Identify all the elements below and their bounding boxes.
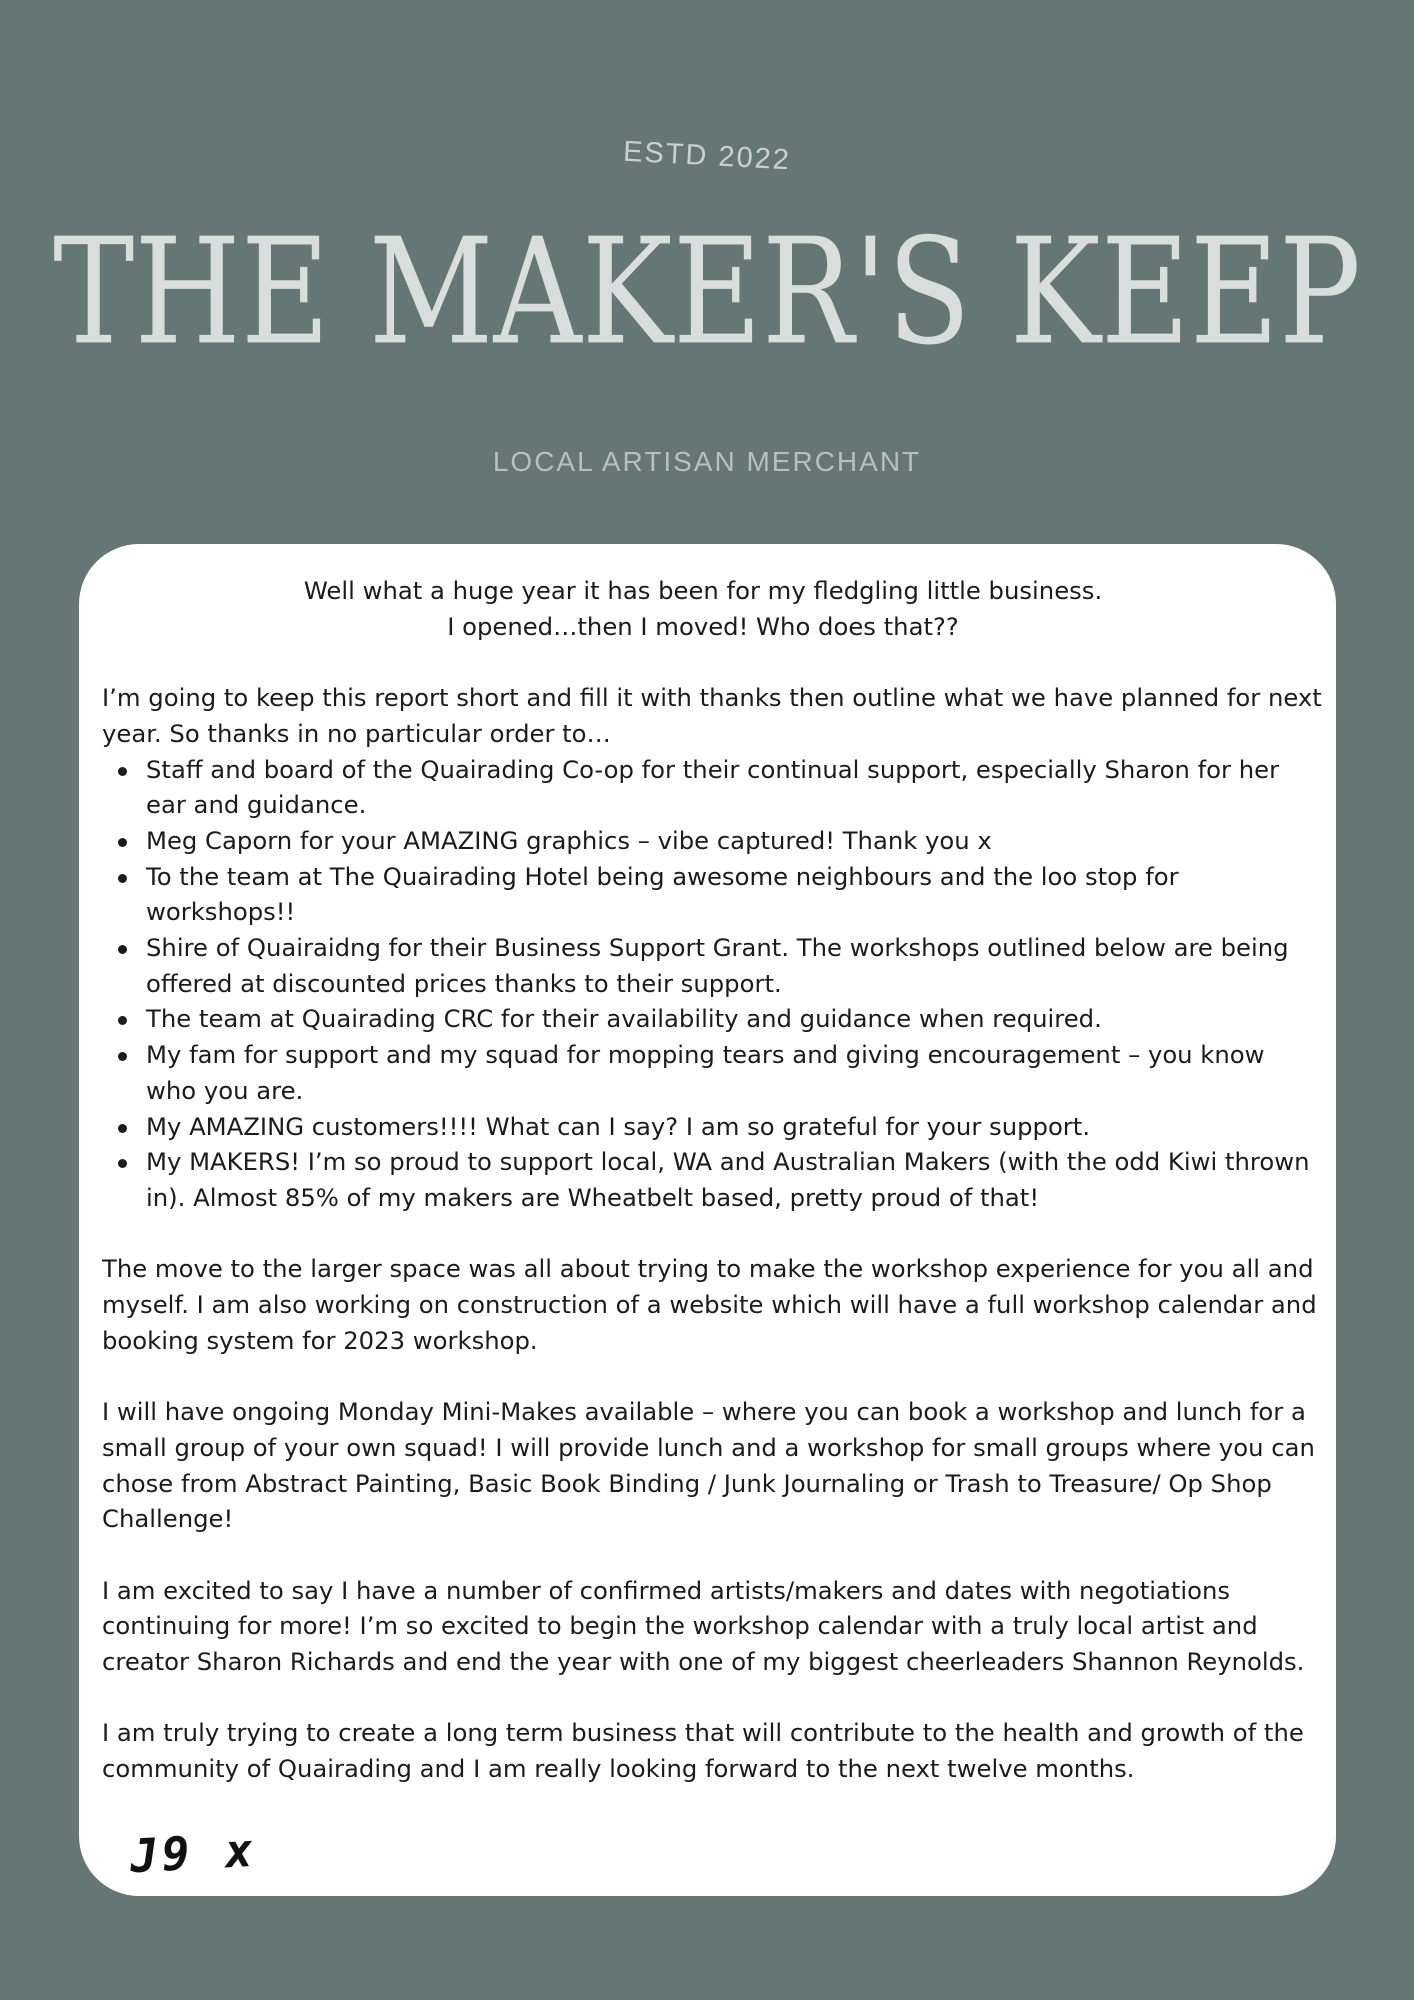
paragraph-move: The move to the larger space was all about trying to make the workshop experience for you all and myself. I am also working on construction of a website which will have a full workshop calendar and booking system for 2023 workshop. — [102, 1254, 1317, 1355]
list-item — [146, 1001, 1322, 1037]
letter-body — [102, 573, 1322, 1787]
list-item-text: Meg Caporn for your AMAZING graphics – vibe captured! Thank you x — [146, 825, 992, 855]
header — [0, 0, 1414, 540]
paragraph-mini-makes: I will have ongoing Monday Mini-Makes available – where you can book a workshop and lunch for a small group of your own squad! I will provide lunch and a workshop for small groups where you can chose from Abstract Painting, Basic Book Binding / Junk Journaling or Trash to Treasure/ Op Shop Challenge! — [102, 1397, 1315, 1534]
thanks-list — [102, 752, 1322, 1216]
bullet-icon — [118, 1052, 127, 1061]
spacer — [102, 644, 1322, 680]
spacer — [102, 1216, 1322, 1252]
paragraph-closing: I am truly trying to create a long term business that will contribute to the health and growth of the community of Quairading and I am really looking forward to the next twelve months. — [102, 1718, 1304, 1784]
intro-line-2: I opened…then I moved! Who does that?? — [447, 611, 959, 641]
thanks-intro: I’m going to keep this report short and fill it with thanks then outline what we have planned for next year. So thanks in no particular order to… — [102, 683, 1322, 748]
list-item — [146, 752, 1322, 823]
bullet-icon — [118, 1016, 127, 1025]
spacer — [102, 1358, 1322, 1394]
list-item — [146, 930, 1322, 1001]
list-item — [146, 1144, 1322, 1215]
list-item-text: Staff and board of the Quairading Co-op for their continual support, especially Sharon for her ear and guidance. — [146, 754, 1280, 820]
bullet-icon — [118, 838, 127, 847]
list-item-text: My AMAZING customers!!!! What can I say? I am so grateful for your support. — [146, 1111, 1091, 1141]
signature: J9 x — [128, 1822, 259, 1884]
list-item — [146, 1037, 1322, 1108]
bullet-icon — [118, 945, 127, 954]
bullet-icon — [118, 1124, 127, 1133]
intro-line-1: Well what a huge year it has been for my fledgling little business. — [303, 576, 1103, 605]
list-item-text: My fam for support and my squad for mopping tears and giving encouragement – you know who you are. — [146, 1040, 1265, 1105]
brand-logo-text: THE MAKER'S KEEP — [53, 206, 1361, 378]
bullet-icon — [118, 1159, 127, 1168]
list-item — [146, 823, 1322, 859]
spacer — [102, 1537, 1322, 1573]
list-item-text: To the team at The Quairading Hotel being awesome neighbours and the loo stop for workshops!! — [146, 861, 1179, 927]
bullet-icon — [118, 874, 127, 883]
tagline: LOCAL ARTISAN MERCHANT — [492, 446, 922, 477]
list-item-text: Shire of Quairaidng for their Business Support Grant. The workshops outlined below are being offered at discounted prices thanks to their support. — [146, 933, 1289, 998]
spacer — [102, 1680, 1322, 1716]
established-label: ESTD 2022 — [622, 135, 792, 177]
paragraph-artists: I am excited to say I have a number of confirmed artists/makers and dates with negotiations continuing for more! I’m so excited to begin the workshop calendar with a truly local artist and creator Sharon Richards and end the year with one of my biggest cheerleaders Shannon Reynolds. — [102, 1575, 1305, 1677]
list-item-text: My MAKERS! I’m so proud to support local, WA and Australian Makers (with the odd Kiwi thrown in). Almost 85% of my makers are Wheatbelt based, pretty proud of that! — [146, 1147, 1310, 1212]
list-item-text: The team at Quairading CRC for their availability and guidance when required. — [146, 1004, 1102, 1034]
list-item — [146, 859, 1322, 930]
list-item — [146, 1109, 1322, 1145]
bullet-icon — [118, 767, 127, 776]
